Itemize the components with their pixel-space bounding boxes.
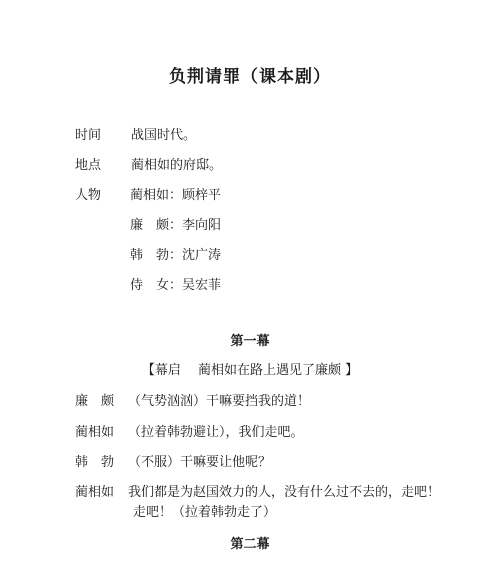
cast-member: 韩 勃：沈广涛 (130, 248, 222, 263)
line-speaker: 廉 颇 (75, 394, 115, 409)
cast-label: 人物 (75, 188, 102, 203)
line-text: （拉着韩勃避让），我们走吧。 (128, 425, 304, 440)
line-speaker: 蔺相如 (75, 485, 115, 500)
act2-heading: 第二幕 (230, 537, 270, 552)
line-text-continued: 走吧！（拉着韩勃走了） (133, 505, 277, 520)
cast-member: 蔺相如：顾梓平 (130, 188, 222, 203)
act1-heading: 第一幕 (230, 334, 270, 349)
cast-member: 廉 颇：李向阳 (130, 218, 222, 233)
cast-member: 侍 女：吴宏菲 (130, 278, 222, 293)
time-value: 战国时代。 (131, 128, 197, 143)
line-speaker: 韩 勃 (75, 455, 115, 470)
act1-stage-direction: 【幕启 蔺相如在路上遇见了廉颇 】 (141, 363, 359, 378)
page-title: 负荆请罪（课本剧） (169, 67, 331, 87)
place-value: 蔺相如的府邸。 (131, 158, 223, 173)
line-text: （气势汹汹）干嘛要挡我的道！ (128, 394, 311, 409)
line-text: （不服）干嘛要让他呢？ (128, 455, 272, 470)
line-text: 我们都是为赵国效力的人，没有什么过不去的，走吧！ (128, 485, 441, 500)
line-speaker: 蔺相如 (75, 425, 115, 440)
place-label: 地点 (75, 158, 102, 173)
time-label: 时间 (75, 128, 102, 143)
